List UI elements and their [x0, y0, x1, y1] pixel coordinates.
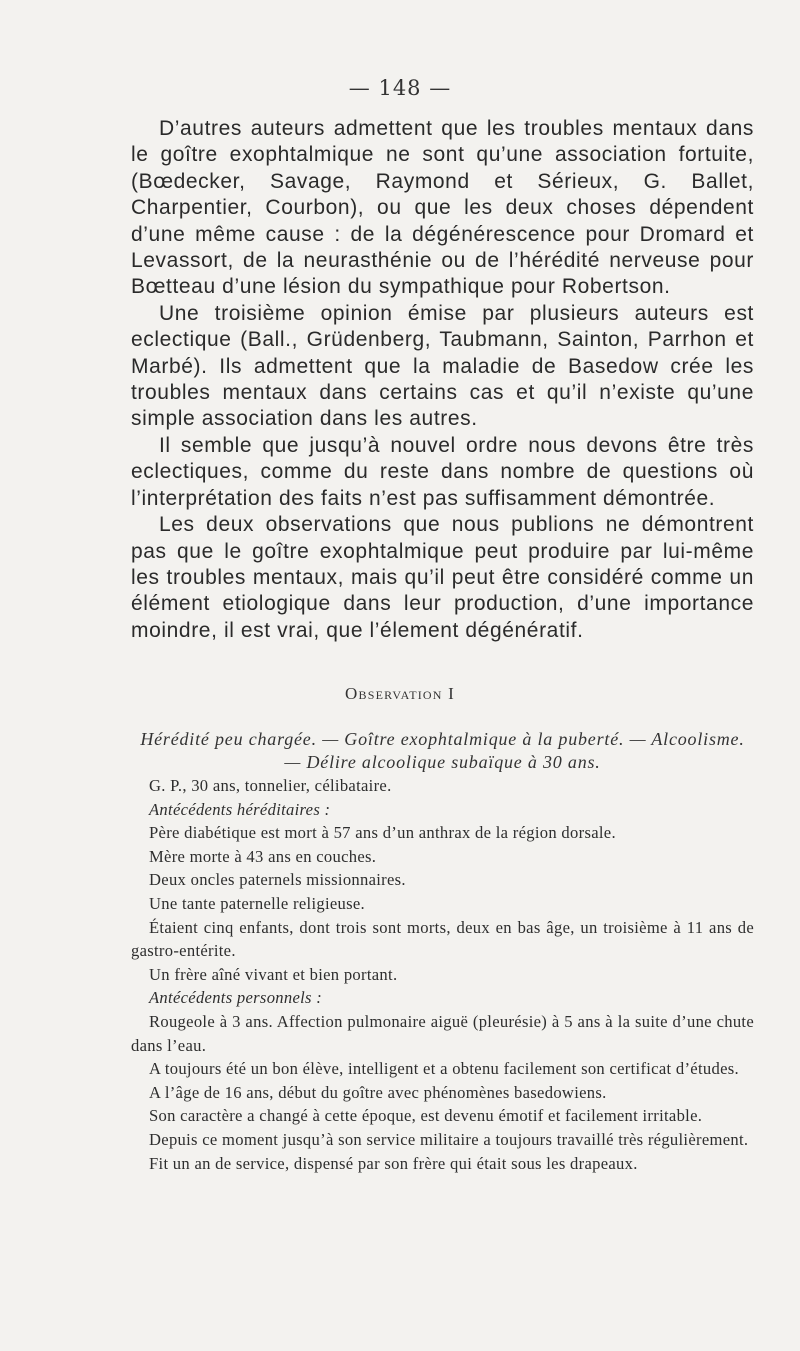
body-text	[131, 116, 754, 644]
observation-line: Deux oncles paternels missionnaires.	[149, 870, 406, 890]
paragraph: Les deux observations que nous publions ne démontrent pas que le goître exophtalmique peut produire par lui-même les troubles mentaux, mais qu’il peut être considéré comme un élément etiologique dans leur production, d’une importance moindre, il est vrai, que l’élement dégénératif.	[131, 513, 754, 642]
observation-line: Père diabétique est mort à 57 ans d’un anthrax de la région dorsale.	[149, 823, 616, 843]
observation-subtitle: Hérédité peu chargée. — Goître exophtalmique à la puberté. — Alcoolisme. — Délire alcoolique subaïque à 30 ans.	[140, 729, 745, 772]
paragraph: Une troisième opinion émise par plusieurs auteurs est eclectique (Ball., Grüdenberg, Taubmann, Sainton, Parrhon et Marbé). Ils admettent que la maladie de Basedow crée les troubles mentaux dans certains cas et qu’il n’existe qu’une simple association dans les autres.	[131, 301, 754, 431]
observation-title: Observation I	[345, 684, 455, 703]
observation-line: Mère morte à 43 ans en couches.	[149, 846, 377, 866]
paragraph: D’autres auteurs admettent que les troubles mentaux dans le goître exophtalmique ne sont qu’une association fortuite, (Bœdecker, Savage, Raymond et Sérieux, G. Ballet, Charpentier, Courbon), ou que les deux choses dépendent d’une même cause : de la dégénérescence pour Dromard et Levassort, de la neurasthénie ou de l’hérédité nerveuse pour Bœtteau d’une lésion du sympathique pour Robertson.	[131, 117, 754, 299]
page-number: — 148 —	[348, 76, 452, 100]
observation-line: A l’âge de 16 ans, début du goître avec phénomènes basedowiens.	[149, 1082, 607, 1102]
observation-line: Son caractère a changé à cette époque, est devenu émotif et facilement irritable.	[149, 1106, 703, 1126]
observation-line: Étaient cinq enfants, dont trois sont morts, deux en bas âge, un troisième à 11 ans de gastro-entérite.	[131, 917, 754, 961]
observation-line: G. P., 30 ans, tonnelier, célibataire.	[149, 776, 392, 795]
section-heading: Antécédents héréditaires :	[149, 799, 331, 819]
paragraph: Il semble que jusqu’à nouvel ordre nous devons être très eclectiques, comme du reste dans nombre de questions où l’interprétation des faits n’est pas suffisamment démontrée.	[131, 433, 754, 510]
section-heading: Antécédents personnels :	[149, 988, 323, 1008]
observation-line: Depuis ce moment jusqu’à son service militaire a toujours travaillé très régulièrement.	[149, 1129, 749, 1149]
observation-line: Rougeole à 3 ans. Affection pulmonaire aiguë (pleurésie) à 5 ans à la suite d’une chute dans l’eau.	[131, 1011, 754, 1055]
observation-line: Fit un an de service, dispensé par son frère qui était sous les drapeaux.	[149, 1153, 638, 1173]
observation-line: A toujours été un bon élève, intelligent et a obtenu facilement son certificat d’études.	[149, 1059, 739, 1079]
observation-line: Un frère aîné vivant et bien portant.	[149, 964, 398, 984]
observation-line: Une tante paternelle religieuse.	[149, 893, 366, 913]
observation-body	[131, 774, 754, 1175]
